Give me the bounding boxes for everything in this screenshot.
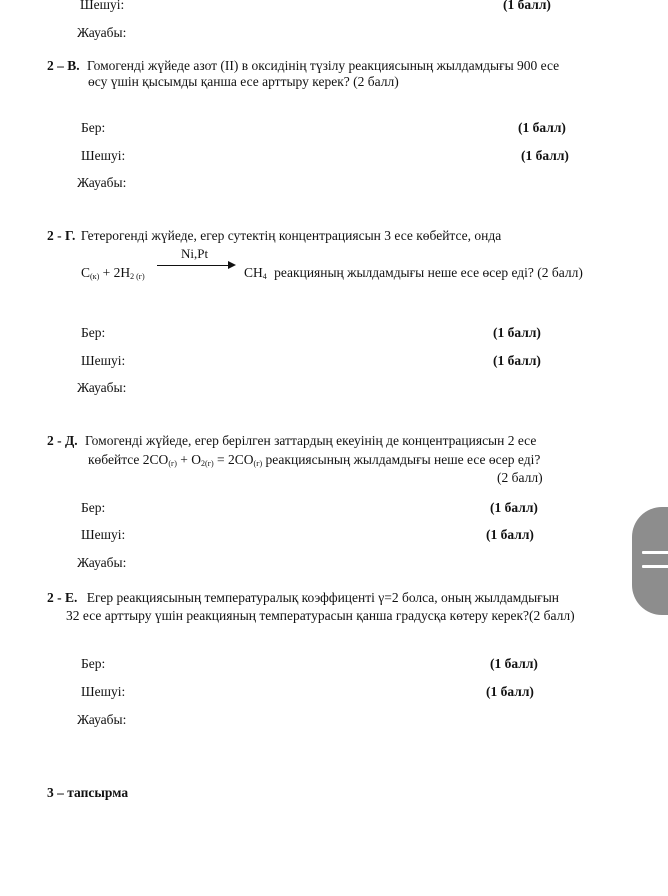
- question-text-line1: Гетерогенді жүйеде, егер сутектің концентрациясын 3 есе көбейтсе, онда: [80, 228, 502, 243]
- arrow-head-icon: [228, 261, 236, 269]
- answer-label: Жауабы:: [77, 175, 127, 190]
- solution-points: (1 балл): [493, 353, 541, 368]
- solution-label: Шешуі:: [81, 353, 126, 368]
- given-label: Бер:: [81, 500, 106, 515]
- given-label: Бер:: [81, 656, 106, 671]
- given-points: (1 балл): [493, 325, 541, 340]
- reaction-reactants: $C_{(к)} + 2H_{2 (г)}$: [81, 265, 145, 281]
- task3-title: 3 – тапсырма: [47, 785, 129, 800]
- solution-label: Шешуі:: [81, 684, 126, 699]
- solution-label: Шешуі:: [81, 527, 126, 542]
- answer-label: Жауабы:: [77, 712, 127, 727]
- question-text-line1: Гомогенді жүйеде азот (ІІ) в оксидінің түзілу реакциясының жылдамдығы 900 есе: [87, 58, 560, 73]
- answer-label: Жауабы:: [77, 555, 127, 570]
- answer-label: Жауабы:: [77, 380, 127, 395]
- menu-icon-bar-bottom: [642, 565, 668, 568]
- solution-points: (1 балл): [486, 527, 534, 542]
- given-label: Бер:: [81, 120, 106, 135]
- side-menu-tab[interactable]: [632, 507, 668, 615]
- given-points: (1 балл): [518, 120, 566, 135]
- reaction-product-text: $CH_4$ реакцияның жылдамдығы неше есе өсер еді? (2 балл): [244, 265, 583, 281]
- given-points: (1 балл): [490, 656, 538, 671]
- question-number: 2 - Е.: [47, 590, 78, 605]
- question-text-line2: өсу үшін қысымды қанша есе арттыру керек? (2 балл): [88, 74, 399, 89]
- question-text-line1: Егер реакциясының температуралық коэффиценті γ=2 болса, оның жылдамдығын: [86, 590, 560, 605]
- menu-icon-bar-top: [642, 551, 668, 554]
- question-number: 2 - Г.: [47, 228, 76, 243]
- question-number: 2 - Д.: [47, 433, 78, 448]
- top-solution-label: Шешуі:: [80, 0, 125, 12]
- question-text-line1: Гомогенді жүйеде, егер берілген заттардың екеуінің де концентрациясын 2 есе: [85, 433, 537, 448]
- catalyst-label: Ni,Pt: [181, 246, 209, 261]
- question-points: (2 балл): [497, 470, 543, 485]
- question-number: 2 – В.: [47, 58, 80, 73]
- top-answer-label: Жауабы:: [77, 25, 127, 40]
- top-solution-points: (1 балл): [503, 0, 551, 12]
- question-text-line2: көбейтсе $2CO_{(г)} + O_{2(г)} = 2CO_{(г)}$ реакциясының жылдамдығы неше есе өсер еді?: [88, 452, 541, 468]
- given-label: Бер:: [81, 325, 106, 340]
- question-text-line2: 32 есе арттыру үшін реакцияның температурасын қанша градусқа көтеру керек?(2 балл): [66, 608, 575, 623]
- given-points: (1 балл): [490, 500, 538, 515]
- solution-label: Шешуі:: [81, 148, 126, 163]
- reaction-arrow: [157, 265, 229, 266]
- solution-points: (1 балл): [521, 148, 569, 163]
- solution-points: (1 балл): [486, 684, 534, 699]
